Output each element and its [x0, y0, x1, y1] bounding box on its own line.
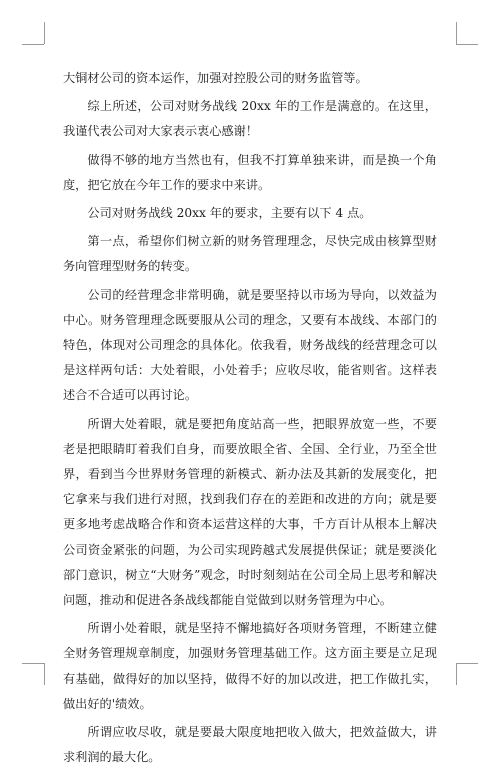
crop-mark-top-right-vertical [456, 22, 457, 44]
crop-mark-bottom-right-horizontal [456, 663, 478, 664]
paragraph-3: 做得不够的地方当然也有，但我不打算单独来讲，而是换一个角度，把它放在今年工作的要求中来讲。 [63, 152, 437, 192]
crop-mark-top-left-vertical [44, 22, 45, 44]
crop-mark-bottom-left-vertical [44, 663, 45, 685]
crop-mark-bottom-right-vertical [456, 663, 457, 685]
crop-mark-top-left-horizontal [22, 44, 44, 45]
paragraph-9: 所谓应收尽收，就是要最大限度地把收入做大，把效益做大，讲求利润的最大化。 [63, 725, 437, 765]
paragraph-6: 公司的经营理念非常明确，就是要坚持以市场为导向，以效益为中心。财务管理理念既要服从公司的理念，又要有本战线、本部门的特色，体现对公司理念的具体化。依我看，财务战线的经营理念可以是这样两句话：大处着眼，小处着手；应收尽收，能省则省。这样表述合不合适可以再讨论。 [63, 287, 437, 403]
document-body [63, 66, 437, 773]
paragraph-2: 综上所述，公司对财务战线 20xx 年的工作是满意的。在这里，我谨代表公司对大家表示衷心感谢！ [63, 99, 437, 139]
paragraph-8: 所谓小处着眼，就是坚持不懈地搞好各项财务管理，不断建立健全财务管理规章制度，加强财务管理基础工作。这方面主要是立足现有基础，做得好的加以坚持，做得不好的加以改进，把工作做扎实，做出好的'绩效。 [63, 621, 437, 711]
crop-mark-bottom-left-horizontal [22, 663, 44, 664]
paragraph-5: 第一点，希望你们树立新的财务管理理念，尽快完成由核算型财务向管理型财务的转变。 [63, 234, 437, 274]
paragraph-7: 所谓大处着眼，就是要把角度站高一些，把眼界放宽一些，不要老是把眼睛盯着我们自身，而要放眼全省、全国、全行业，乃至全世界，看到当今世界财务管理的新模式、新办法及其新的发展变化，把它拿来与我们进行对照，找到我们存在的差距和改进的方向；就是要更多地考虑战略合作和资本运营这样的大事，千方百计从根本上解决公司资金紧张的问题，为公司实现跨越式发展提供保证；就是要淡化部门意识，树立“大财务”观念，时时刻刻站在公司全局上思考和解决问题，推动和促进各条战线都能自觉做到以财务管理为中心。 [63, 416, 437, 608]
paragraph-4: 公司对财务战线 20xx 年的要求，主要有以下 4 点。 [87, 206, 372, 221]
crop-mark-top-right-horizontal [456, 44, 478, 45]
paragraph-1: 大铜材公司的资本运作，加强对控股公司的财务监管等。 [63, 71, 368, 85]
